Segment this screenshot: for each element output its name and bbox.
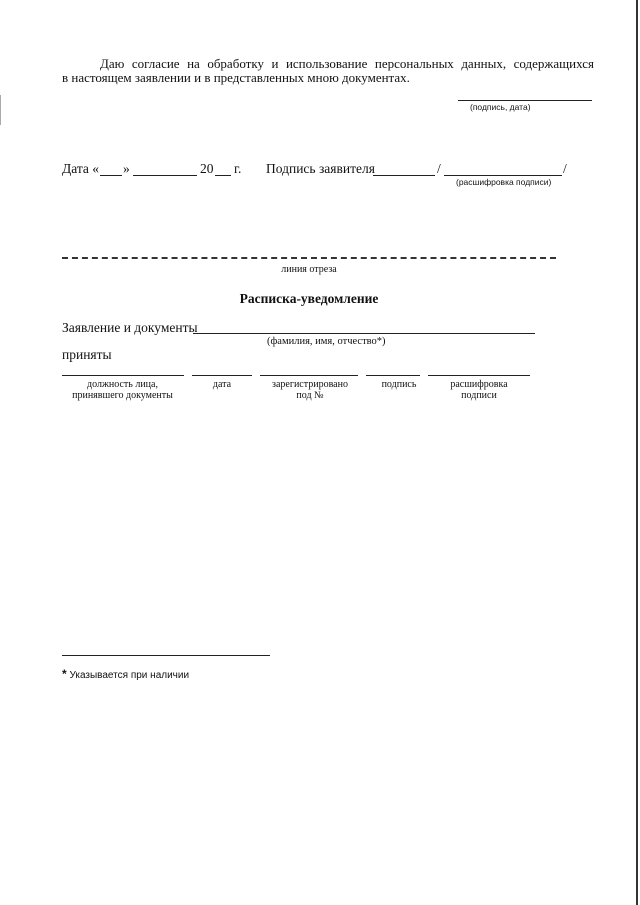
date-field[interactable] [192, 375, 252, 376]
page-right-border [636, 0, 638, 905]
date-day-field[interactable] [100, 175, 122, 176]
col-registered [255, 379, 365, 401]
signature-slash-end: / [563, 161, 567, 176]
fio-caption: (фамилия, имя, отчество*) [267, 336, 386, 347]
date-year-field[interactable] [215, 175, 231, 176]
col-position [55, 379, 190, 401]
col-position-line1: должность лица, [87, 379, 158, 390]
cut-label-wrap [62, 264, 556, 275]
applicant-signature-label: Подпись заявителя [266, 161, 375, 176]
date-close-quote: » [123, 161, 130, 176]
position-field[interactable] [62, 375, 184, 376]
applicant-signature-field[interactable] [373, 175, 435, 176]
decode-field[interactable] [428, 375, 530, 376]
col-date [192, 379, 252, 390]
col-decode [424, 379, 534, 401]
col-date-line1: дата [212, 379, 232, 390]
col-signature-line1: подпись [381, 379, 417, 390]
date-prefix: Дата « [62, 161, 100, 176]
cut-line-label: линия отреза [281, 264, 337, 275]
consent-line-1: Даю согласие на обработку и использование персональных данных, содержащихся [100, 56, 594, 71]
footnote [62, 667, 189, 681]
docs-fio-field[interactable] [193, 333, 535, 334]
footnote-separator [62, 655, 270, 656]
col-registered-line2: под № [296, 390, 324, 401]
footnote-text: Указывается при наличии [69, 670, 190, 681]
consent-signature-line[interactable] [458, 100, 592, 101]
signature-field[interactable] [366, 375, 420, 376]
signature-decode-caption: (расшифровка подписи) [456, 177, 552, 187]
registered-number-field[interactable] [260, 375, 358, 376]
date-month-field[interactable] [133, 175, 197, 176]
docs-label: Заявление и документы [62, 320, 198, 335]
consent-signature-caption: (подпись, дата) [470, 102, 531, 112]
col-decode-line1: расшифровка [450, 379, 508, 390]
footnote-marker: * [62, 667, 67, 681]
col-decode-line2: подписи [461, 390, 497, 401]
cut-line [62, 257, 556, 259]
col-position-line2: принявшего документы [72, 390, 173, 401]
col-signature [366, 379, 432, 390]
signature-decode-field[interactable] [444, 175, 562, 176]
receipt-title: Расписка-уведомление [239, 291, 379, 306]
signature-slash: / [437, 161, 441, 176]
col-registered-line1: зарегистрировано [272, 379, 348, 390]
date-year-suffix: г. [234, 161, 242, 176]
consent-line-2: в настоящем заявлении и в представленных мною документах. [62, 70, 410, 85]
accepted-label: приняты [62, 347, 112, 362]
date-year-prefix: 20 [200, 161, 214, 176]
consent-paragraph [62, 57, 594, 85]
page-left-mark [0, 95, 1, 125]
